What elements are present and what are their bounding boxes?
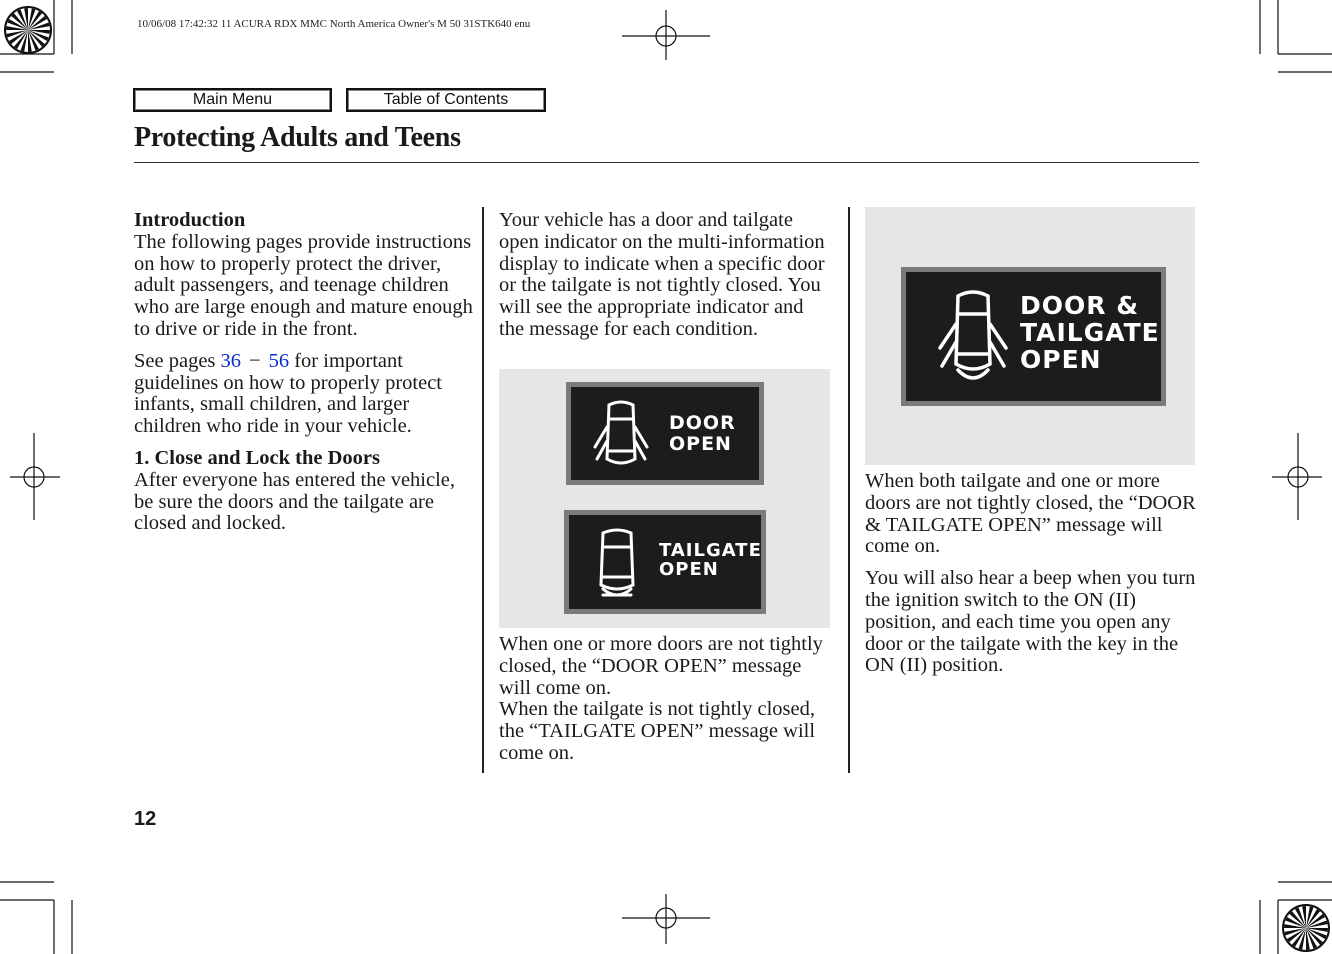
tailgate-open-display xyxy=(564,510,766,614)
tailgate-open-label: TAILGATE OPEN xyxy=(659,540,762,581)
intro-text: The following pages provide instructions on how to properly protect the driver, adult passengers, and teenage children who are large enough and mature enough to drive or ride in the front. xyxy=(134,230,473,340)
page-link-56[interactable]: 56 xyxy=(268,349,290,372)
car-tailgate-open-icon xyxy=(593,525,641,605)
step-text: After everyone has entered the vehicle, be sure the doors and the tailgate are closed and locked. xyxy=(134,468,456,535)
tailgate-open-caption: When the tailgate is not tightly closed, the “TAILGATE OPEN” message will come on. xyxy=(499,698,816,764)
beep-text: You will also hear a beep when you turn the ignition switch to the ON (II) position, and each time you open any door or the tailgate with the key in the ON (II) position. xyxy=(865,567,1196,677)
table-of-contents-button[interactable]: Table of Contents xyxy=(346,88,546,112)
see-pages-suffix: for important guidelines on how to properly protect infants, small children, and larger children who ride in your vehicle. xyxy=(134,349,443,438)
door-and-tailgate-open-display xyxy=(901,267,1166,406)
page-link-36[interactable]: 36 xyxy=(220,349,242,372)
column-divider xyxy=(482,207,484,773)
column-combined-indicator xyxy=(865,471,1199,677)
car-doors-and-tailgate-open-icon xyxy=(934,286,1012,392)
indicator-intro-text: Your vehicle has a door and tailgate open indicator on the multi-information display to indicate when a specific door or the tailgate is not tightly closed. You will see the appropriate indicator and the message for each condition. xyxy=(499,209,825,340)
registration-starburst-icon xyxy=(1280,902,1332,954)
page-title: Protecting Adults and Teens xyxy=(134,122,461,153)
indicator-captions xyxy=(499,634,831,765)
door-open-label: DOOR OPEN xyxy=(669,412,736,455)
column-introduction xyxy=(134,210,474,535)
registration-starburst-icon xyxy=(2,4,54,56)
door-open-display xyxy=(566,382,764,485)
print-header: 10/06/08 17:42:32 11 ACURA RDX MMC North America Owner's M 50 31STK640 enu xyxy=(137,18,531,30)
main-menu-button[interactable]: Main Menu xyxy=(133,88,332,112)
intro-heading: Introduction xyxy=(134,209,246,231)
column-indicator xyxy=(499,210,831,341)
combined-caption: When both tailgate and one or more doors are not tightly closed, the “DOOR & TAILGATE OPEN” message will come on. xyxy=(865,470,1196,558)
door-open-caption: When one or more doors are not tightly closed, the “DOOR OPEN” message will come on. xyxy=(499,633,823,699)
car-doors-open-icon xyxy=(591,397,651,473)
page-number: 12 xyxy=(134,808,157,830)
door-tailgate-display-figure xyxy=(499,369,830,628)
page-range-dash: − xyxy=(249,349,261,372)
door-and-tailgate-open-label: DOOR & TAILGATE OPEN xyxy=(1020,291,1160,374)
column-divider xyxy=(848,207,850,773)
door-and-tailgate-display-figure xyxy=(865,207,1195,465)
see-pages-text xyxy=(134,351,474,438)
step-heading: 1. Close and Lock the Doors xyxy=(134,446,381,469)
title-divider xyxy=(134,162,1199,163)
see-pages-prefix: See pages xyxy=(134,349,216,372)
